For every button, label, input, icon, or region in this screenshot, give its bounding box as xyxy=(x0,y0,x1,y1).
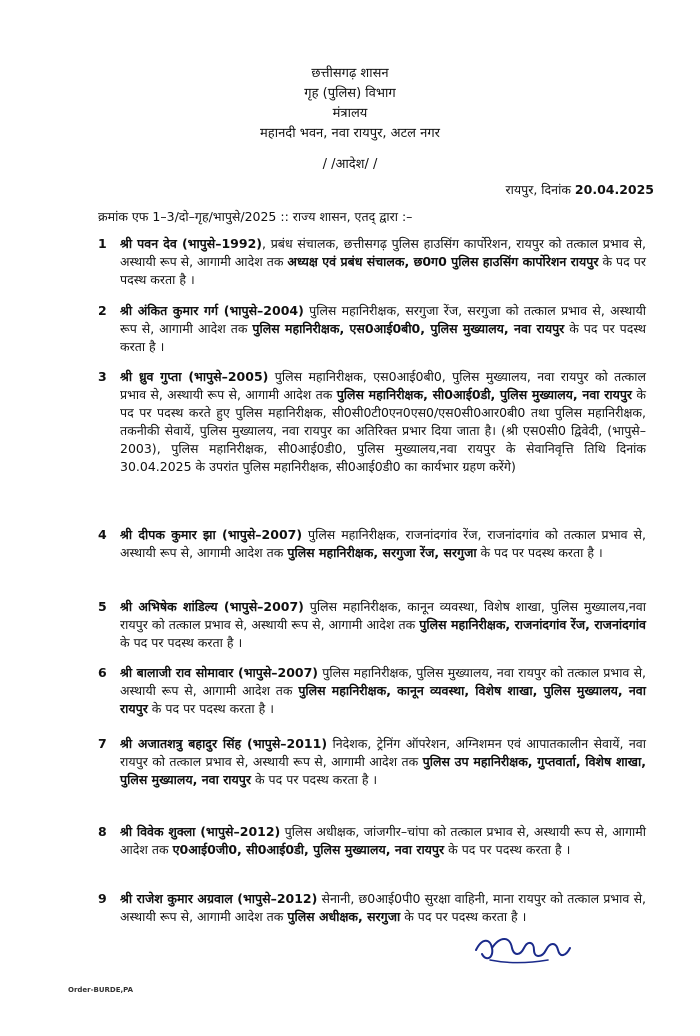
item-text: पुलिस महानिरीक्षक, एस0आई0बी0, पुलिस मुख्यालय, नवा रायपुर को तत्काल प्रभाव से, अस्थायी रूप से, आगामी आदेश तक xyxy=(120,369,646,402)
item-emphasis-text: श्री अभिषेक शांडिल्य (भापुसे–2007) xyxy=(120,599,304,614)
order-item xyxy=(98,598,646,652)
item-text: के पद पर पदस्थ करता है । xyxy=(400,909,527,924)
date-prefix: रायपुर, दिनांक xyxy=(505,182,571,197)
item-emphasis-text: पुलिस महानिरीक्षक, एस0आई0बी0, पुलिस मुख्यालय, नवा रायपुर xyxy=(252,321,565,336)
signature-graphic xyxy=(470,930,580,968)
item-number: 4 xyxy=(98,527,107,542)
item-emphasis-text: श्री ध्रुव गुप्ता (भापुसे–2005) xyxy=(120,369,269,384)
item-number: 5 xyxy=(98,599,107,614)
item-text: के पद पर पदस्थ करता है । xyxy=(120,635,243,650)
item-number: 1 xyxy=(98,236,107,251)
item-text: के पद पर पदस्थ करता है । xyxy=(476,545,603,560)
date-value: 20.04.2025 xyxy=(574,182,654,197)
item-text: के पद पर पदस्थ करते हुए पुलिस महानिरीक्षक, सी0सी0टी0एन0एस0/एस0सी0आर0बी0 तथा पुलिस महानिरीक्षक, तकनीकी सेवायें, पुलिस मुख्यालय, नवा रायपुर का अतिरिक्त प्रभार दिया जाता है। (श्री एस0सी0 द्विवेदी, (भापुसे–2003), पुलिस महानिरीक्षक, सी0आई0डी0, पुलिस मुख्यालय,नवा रायपुर के सेवानिवृत्ति तिथि दिनांक 30.04.2025 के उपरांत पुलिस महानिरीक्षक, सी0आई0डी0 का कार्यभार ग्रहण करेंगे) xyxy=(120,387,646,474)
item-text: पुलिस महानिरीक्षक, सरगुजा रेंज, सरगुजा को तत्काल प्रभाव से, अस्थायी रूप से, आगामी आदेश तक xyxy=(120,303,646,336)
item-emphasis-text: श्री पवन देव (भापुसे–1992) xyxy=(120,236,262,251)
item-text: सेनानी, छ0आई0पी0 सुरक्षा वाहिनी, माना रायपुर को तत्काल प्रभाव से, अस्थायी रूप से, आगामी आदेश तक xyxy=(120,891,646,924)
item-text: के पद पर पदस्थ करता है । xyxy=(120,254,646,287)
footer-note: Order-BURDE,PA xyxy=(68,986,134,994)
item-text: पुलिस अधीक्षक, जांजगीर–चांपा को तत्काल प्रभाव से, अस्थायी रूप से, आगामी आदेश तक xyxy=(120,824,646,857)
item-text: पुलिस महानिरीक्षक, राजनांदगांव रेंज, राजनांदगांव को तत्काल प्रभाव से, अस्थायी रूप से, आगामी आदेश तक xyxy=(120,527,646,560)
item-text: पुलिस महानिरीक्षक, कानून व्यवस्था, विशेष शाखा, पुलिस मुख्यालय,नवा रायपुर को तत्काल प्रभाव से, अस्थायी रूप से, आगामी आदेश तक xyxy=(120,599,646,632)
order-item xyxy=(98,890,646,926)
order-item xyxy=(98,823,646,859)
header-ministry: मंत्रालय xyxy=(332,106,368,121)
header-government: छत्तीसगढ़ शासन xyxy=(311,66,389,81)
reference-number: क्रमांक एफ 1–3/दो–गृह/भापुसे/2025 :: राज्य शासन, एतद् द्वारा :– xyxy=(98,209,413,224)
item-emphasis-text: श्री अंकित कुमार गर्ग (भापुसे–2004) xyxy=(120,303,304,318)
order-title: / /आदेश/ / xyxy=(322,157,378,172)
item-emphasis-text: श्री राजेश कुमार अग्रवाल (भापुसे–2012) xyxy=(120,891,318,906)
item-emphasis-text: पुलिस उप महानिरीक्षक, गुप्तवार्ता, विशेष शाखा, पुलिस मुख्यालय, नवा रायपुर xyxy=(120,754,646,787)
item-emphasis-text: श्री बालाजी राव सोमावार (भापुसे–2007) xyxy=(120,665,319,680)
item-number: 3 xyxy=(98,369,107,384)
order-item xyxy=(98,526,646,562)
order-item xyxy=(98,664,646,718)
item-number: 7 xyxy=(98,736,107,751)
item-text: के पद पर पदस्थ करता है । xyxy=(251,772,378,787)
item-number: 8 xyxy=(98,824,107,839)
header-address: महानदी भवन, नवा रायपुर, अटल नगर xyxy=(260,126,440,141)
date-line xyxy=(506,181,654,198)
item-text: , प्रबंध संचालक, छत्तीसगढ़ पुलिस हाउसिंग कार्पोरेशन, रायपुर को तत्काल प्रभाव से, अस्थायी रूप से, आगामी आदेश तक xyxy=(120,236,647,269)
item-emphasis-text: श्री दीपक कुमार झा (भापुसे–2007) xyxy=(120,527,303,542)
item-emphasis-text: ए0आई0जी0, सी0आई0डी, पुलिस मुख्यालय, नवा रायपुर xyxy=(172,842,445,857)
letterhead xyxy=(0,64,700,144)
item-number: 2 xyxy=(98,303,107,318)
order-item xyxy=(98,735,646,789)
item-emphasis-text: श्री विवेक शुक्ला (भापुसे–2012) xyxy=(120,824,281,839)
item-emphasis-text: पुलिस अधीक्षक, सरगुजा xyxy=(287,909,401,924)
item-emphasis-text: पुलिस महानिरीक्षक, सरगुजा रेंज, सरगुजा xyxy=(287,545,477,560)
item-number: 9 xyxy=(98,891,107,906)
order-item xyxy=(98,302,646,356)
item-number: 6 xyxy=(98,665,107,680)
order-item xyxy=(98,235,647,289)
item-emphasis-text: पुलिस महानिरीक्षक, सी0आई0डी, पुलिस मुख्यालय, नवा रायपुर xyxy=(336,387,633,402)
item-text: पुलिस महानिरीक्षक, पुलिस मुख्यालय, नवा रायपुर को तत्काल प्रभाव से, अस्थायी रूप से, आगामी आदेश तक xyxy=(120,665,646,698)
item-emphasis-text: पुलिस महानिरीक्षक, राजनांदगांव रेंज, राजनांदगांव xyxy=(419,617,646,632)
item-text: के पद पर पदस्थ करता है । xyxy=(444,842,571,857)
order-item xyxy=(98,368,646,476)
item-emphasis-text: श्री अजातशत्रु बहादुर सिंह (भापुसे–2011) xyxy=(120,736,328,751)
item-emphasis-text: पुलिस महानिरीक्षक, कानून व्यवस्था, विशेष शाखा, पुलिस मुख्यालय, नवा रायपुर xyxy=(120,683,646,716)
item-text: के पद पर पदस्थ करता है । xyxy=(147,701,274,716)
item-emphasis-text: अध्यक्ष एवं प्रबंध संचालक, छ0ग0 पुलिस हाउसिंग कार्पोरेशन रायपुर xyxy=(287,254,599,269)
item-text: निदेशक, ट्रेनिंग ऑपरेशन, अग्निशमन एवं आपातकालीन सेवायें, नवा रायपुर को तत्काल प्रभाव से, अस्थायी रूप से, आगामी आदेश तक xyxy=(120,736,646,769)
header-department: गृह (पुलिस) विभाग xyxy=(304,86,396,101)
item-text: के पद पर पदस्थ करता है । xyxy=(120,321,646,354)
